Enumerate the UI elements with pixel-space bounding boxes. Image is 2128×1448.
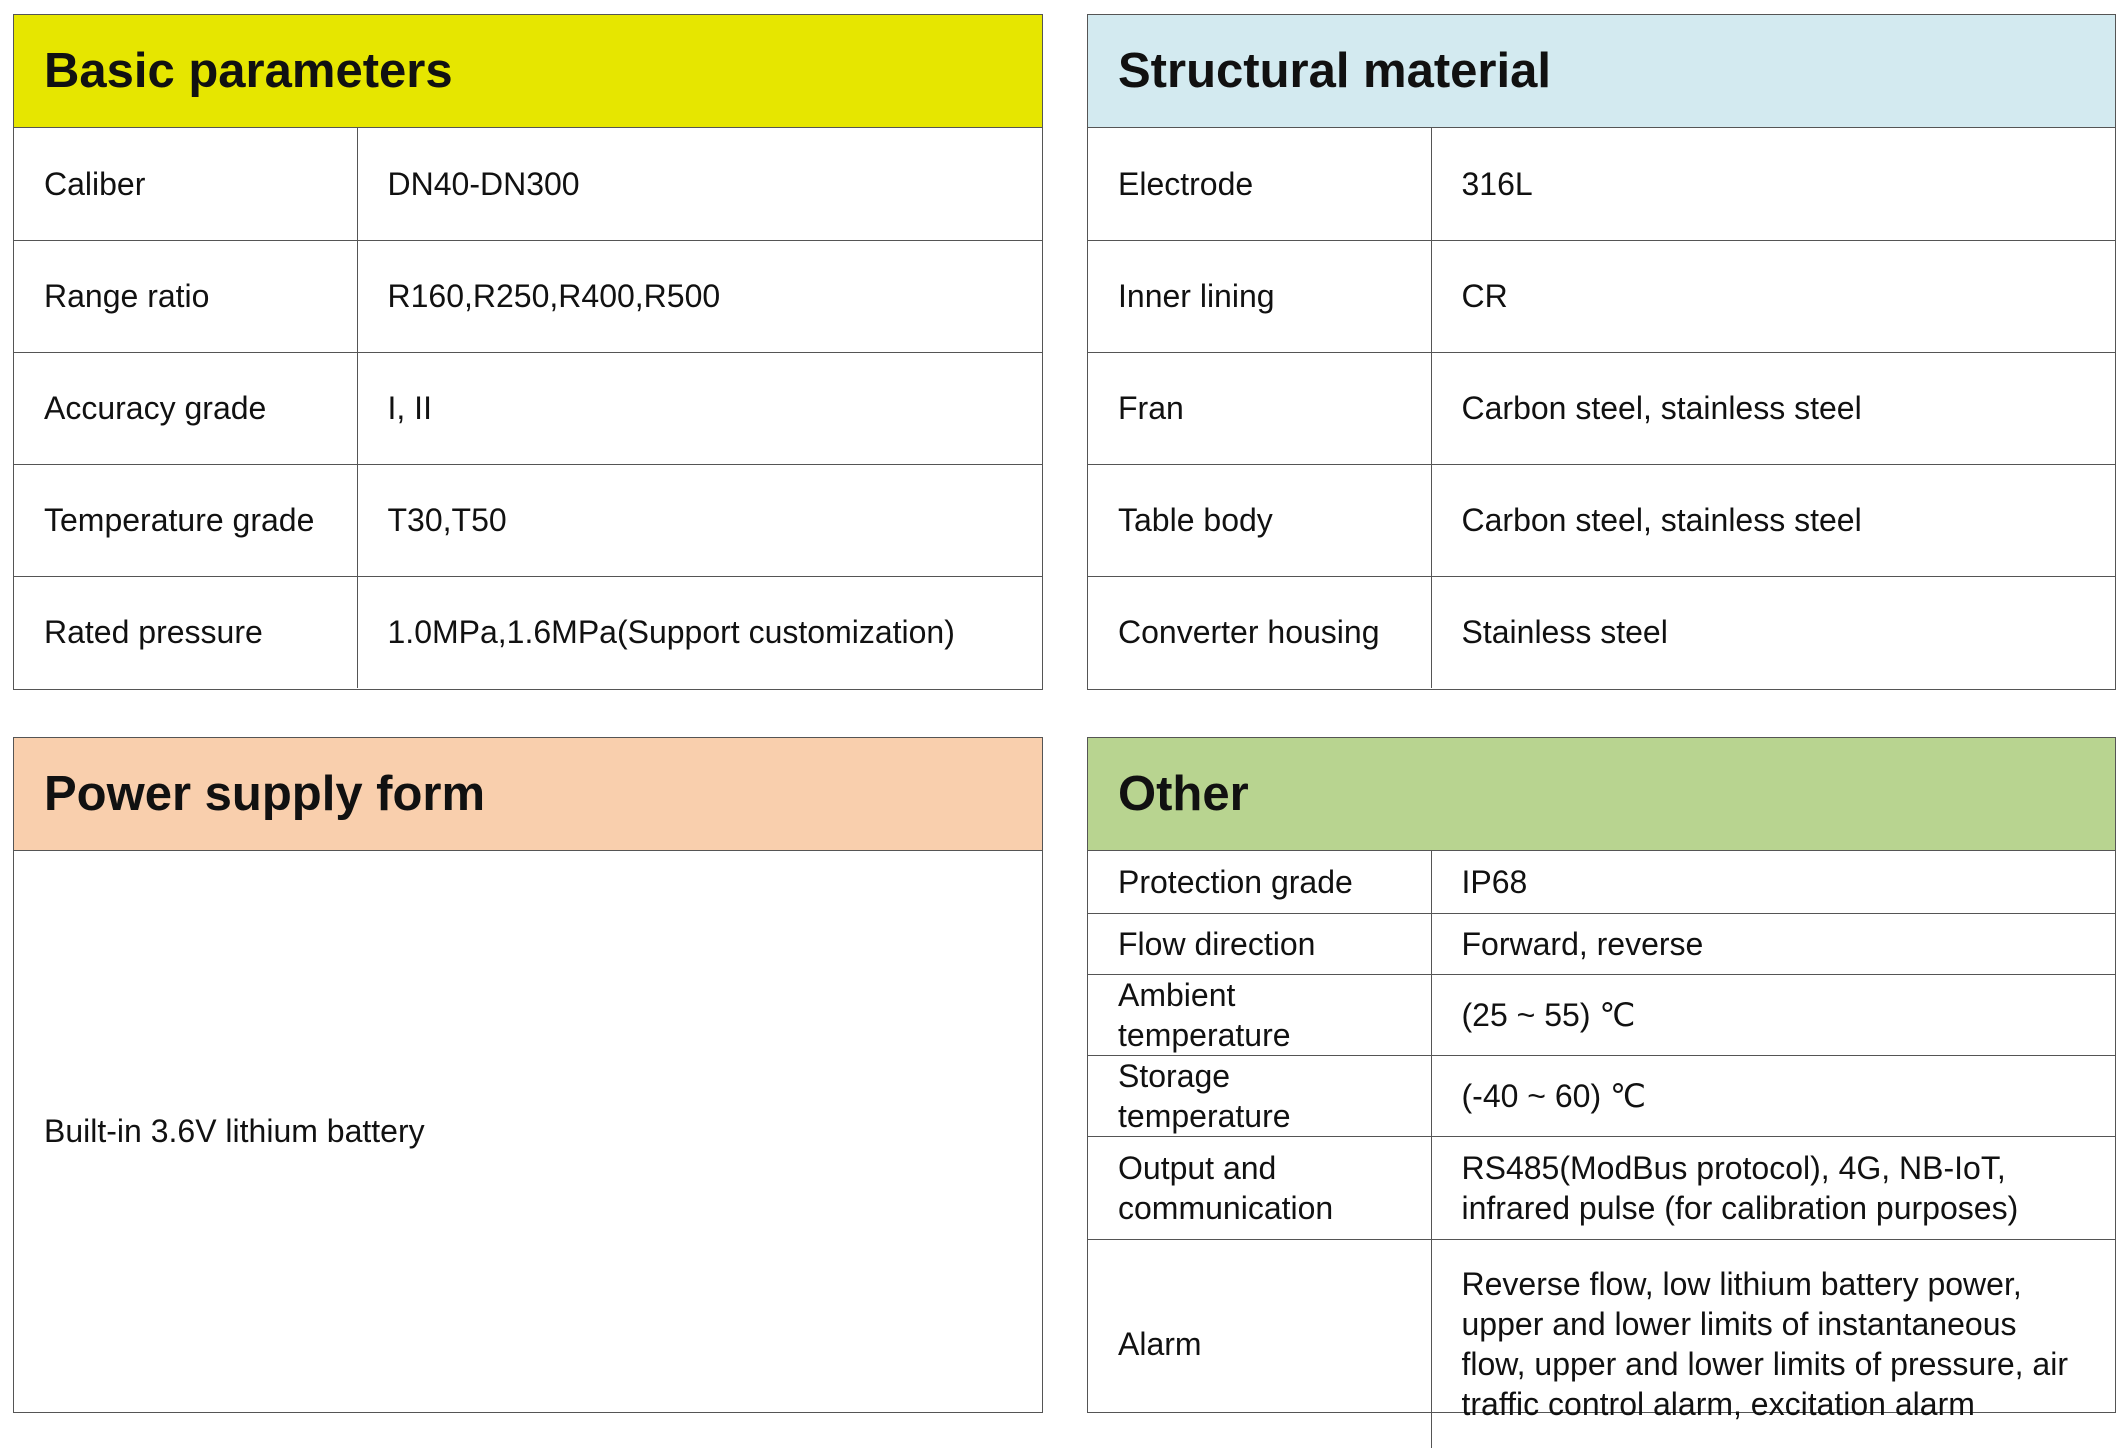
row-label: Accuracy grade [14, 352, 357, 464]
table-row [1088, 576, 2115, 688]
row-value: (25 ~ 55) ℃ [1431, 974, 2115, 1055]
row-value: Forward, reverse [1431, 913, 2115, 974]
row-value: CR [1431, 240, 2115, 352]
row-label: Rated pressure [14, 576, 357, 688]
row-value: T30,T50 [357, 464, 1042, 576]
table-row [1088, 1136, 2115, 1239]
row-label: Alarm [1088, 1239, 1431, 1448]
structural-material-panel [1087, 14, 2116, 690]
table-row [1088, 913, 2115, 974]
row-label: Temperature grade [14, 464, 357, 576]
other-panel [1087, 737, 2116, 1422]
table-row [1088, 464, 2115, 576]
row-label: Fran [1088, 352, 1431, 464]
row-value: 1.0MPa,1.6MPa(Support customization) [357, 576, 1042, 688]
row-label: Protection grade [1088, 851, 1431, 913]
table-row [1088, 128, 2115, 240]
row-label: Caliber [14, 128, 357, 240]
table-row [1088, 352, 2115, 464]
row-value: (-40 ~ 60) ℃ [1431, 1055, 2115, 1136]
row-value: R160,R250,R400,R500 [357, 240, 1042, 352]
table-row [14, 352, 1042, 464]
other-title: Other [1088, 738, 2115, 851]
structural-material-title: Structural material [1088, 15, 2115, 128]
row-value: IP68 [1461, 863, 1528, 900]
table-row [14, 464, 1042, 576]
row-label: Electrode [1088, 128, 1431, 240]
row-value: DN40-DN300 [387, 165, 580, 202]
row-label: Table body [1088, 464, 1431, 576]
row-value: Carbon steel, stainless steel [1431, 352, 2115, 464]
table-row [14, 128, 1042, 240]
table-row [1088, 851, 2115, 913]
other-table [1088, 851, 2115, 1448]
row-value: 316L [1461, 165, 1533, 202]
structural-material-table [1088, 128, 2115, 688]
table-row [1088, 240, 2115, 352]
table-row [14, 240, 1042, 352]
basic-parameters-title: Basic parameters [14, 15, 1042, 128]
power-supply-panel [13, 737, 1043, 1413]
row-label: Inner lining [1088, 240, 1431, 352]
row-label: Output and communication [1088, 1136, 1431, 1239]
power-supply-text: Built-in 3.6V lithium battery [44, 1113, 425, 1149]
basic-parameters-table [14, 128, 1042, 688]
row-label: Converter housing [1088, 576, 1431, 688]
row-label: Flow direction [1088, 913, 1431, 974]
row-label: Ambient temperature [1088, 974, 1431, 1055]
row-value: RS485(ModBus protocol), 4G, NB-IoT, infrared pulse (for calibration purposes) [1431, 1136, 2115, 1239]
row-value: Carbon steel, stainless steel [1431, 464, 2115, 576]
table-row [1088, 1055, 2115, 1136]
table-row [1088, 974, 2115, 1055]
row-value: Stainless steel [1431, 576, 2115, 688]
table-row [1088, 1239, 2115, 1448]
row-label: Storage temperature [1088, 1055, 1431, 1136]
row-value: I, II [357, 352, 1042, 464]
table-row [14, 576, 1042, 688]
row-label: Range ratio [14, 240, 357, 352]
power-supply-title: Power supply form [14, 738, 1042, 851]
basic-parameters-panel [13, 14, 1043, 690]
row-value: Reverse flow, low lithium battery power, upper and lower limits of instantaneous flow, upper and lower limits of pressure, air traffic control alarm, excitation alarm [1431, 1239, 2115, 1448]
